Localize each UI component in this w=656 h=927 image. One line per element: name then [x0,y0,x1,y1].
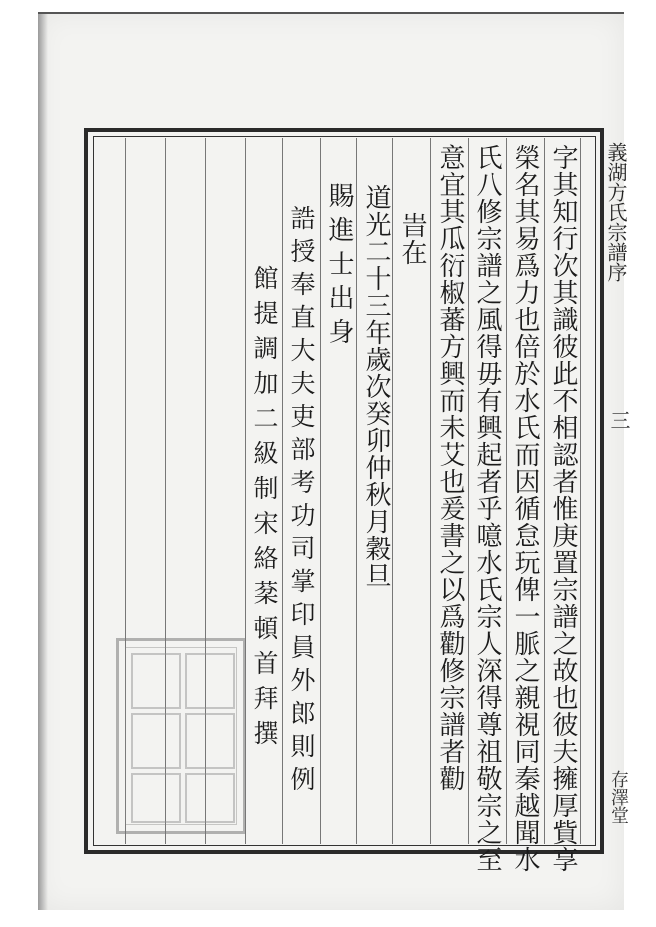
text-column-4: 意宜其瓜衍椒蕃方興而未艾也爰書之以爲勸修宗譜者勸 [435,144,465,792]
page-top-rule [38,12,624,14]
column-rule [580,138,581,844]
banxin-title: 義湖方氏宗譜序 [604,142,628,282]
column-rule [356,138,357,844]
text-column-8: 誥授奉直大夫吏部考功司掌印員外郎則例 [287,205,316,799]
banxin-strip [604,130,631,852]
column-rule [392,138,393,844]
column-rule [282,138,283,844]
text-column-9: 館提調加二級制宋絡棻頓首拜撰 [250,265,279,755]
text-column-7: 賜進士出身 [324,182,354,352]
text-column-2: 榮名其易爲力也倍於水氏而因循怠玩俾一脈之親視同秦越聞水 [510,144,540,873]
text-column-6: 道光二十三年歲次癸卯仲秋月穀旦 [361,184,391,589]
text-column-1: 字其知行次其識彼此不相認者惟庚置宗譜之故也彼夫擁厚貲享 [548,144,578,873]
page-edge-shadow [38,12,48,910]
text-column-5: 旹在 [397,212,427,266]
column-rule [468,138,469,844]
banxin-page-number: 三 [607,410,631,430]
column-rule [320,138,321,844]
text-column-3: 氏八修宗譜之風得毋有興起者乎噫水氏宗人深得尊祖敬宗之至 [472,144,502,873]
column-rule [430,138,431,844]
banxin-hall-name: 存澤堂 [608,770,629,824]
column-rule [506,138,507,844]
column-rule [544,138,545,844]
library-seal-stamp [116,638,246,834]
